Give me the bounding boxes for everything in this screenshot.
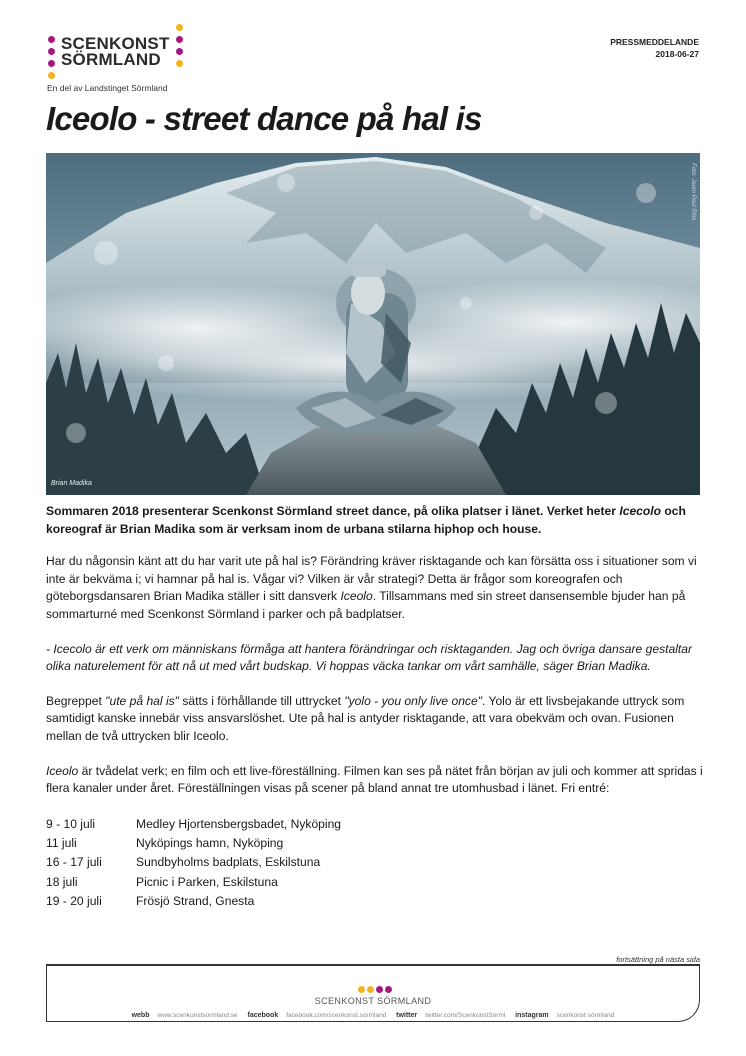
paragraph-2 [46, 693, 704, 746]
doc-date: 2018-06-27 [655, 49, 699, 59]
photo-credit: Foto: Jeam Paul Rios [690, 163, 696, 221]
footer-link-label: facebook [247, 1012, 279, 1019]
p3-text: är tvådelat verk; en film och ett live-föreställning. Filmen kan ses på nätet från början av juli och kommer att spridas i flera kanaler under året. Föreställningen visas på scener på bland annat tre utomhusbad i länet. Fri entré: [46, 763, 703, 796]
page-title: Iceolo - street dance på hal is [46, 100, 482, 137]
footer-link-label: twitter [396, 1012, 418, 1019]
quote-text: är ett verk om människans förmåga att hantera förändringar och risktaganden. Jag och övriga dansare gestaltar olika naturelement för att nå ut med vårt budskap. Vi hoppas väcka tankar om vårt samhälle, säger Brian Madika. [46, 641, 693, 674]
hero-caption: Brian Madika [51, 480, 92, 487]
schedule-date: 18 juli [46, 874, 78, 889]
schedule-place: Picnic i Parken, Eskilstuna [136, 874, 278, 889]
schedule-row [46, 834, 341, 853]
schedule-date: 16 - 17 juli [46, 855, 102, 870]
paragraph-1 [46, 553, 704, 623]
lead-paragraph [46, 503, 704, 538]
continued-note: fortsättning på nästa sida [616, 955, 700, 964]
schedule-row [46, 873, 341, 892]
hero-image [46, 153, 700, 495]
schedule-place: Sundbyholms badplats, Eskilstuna [136, 855, 321, 870]
footer-link-twitter[interactable]: twitter.com/ScenkonstSorml [425, 1012, 506, 1019]
schedule-place: Frösjö Strand, Gnesta [136, 893, 255, 908]
schedule-date: 9 - 10 juli [46, 816, 96, 831]
logo [46, 24, 191, 92]
logo-dot [176, 36, 183, 43]
schedule-date: 11 juli [46, 836, 77, 851]
logo-line1: SCENKONST [61, 34, 170, 53]
schedule-row [46, 892, 341, 911]
p2-phrase: "ute på hal is" [105, 693, 179, 708]
footer-link-label: instagram [515, 1012, 549, 1019]
p1-text: Har du någonsin känt att du har varit ute på hal is? Förändring kräver risktagande och kan försätta oss i situationer som vi inte är bekväma i; vi hamnar på hal is. Vågar vi? Vilken är vår strategi? Detta är frågor som koreografen och göteborgsdansaren Brian Madika ställer i sitt dansverk [46, 554, 697, 604]
logo-dot [48, 36, 55, 43]
footer-links [47, 1012, 699, 1019]
footer-link-label: webb [131, 1012, 150, 1019]
press-header [610, 36, 699, 60]
quote-paragraph [46, 641, 704, 676]
logo-dot [48, 48, 55, 55]
footer-dot [367, 986, 374, 993]
p2-text: sätts i förhållande till uttrycket [178, 693, 345, 708]
logo-dot [176, 60, 183, 67]
schedule-place: Medley Hjortensbergsbadet, Nyköping [136, 816, 342, 831]
p3-work-title: Iceolo [46, 763, 79, 778]
paragraph-3 [46, 763, 704, 798]
logo-dot [176, 24, 183, 31]
footer-dot [385, 986, 392, 993]
footer-dot [358, 986, 365, 993]
p2-text: Begreppet [46, 693, 106, 708]
article-body [46, 503, 704, 911]
lead-text: Sommaren 2018 presenterar Scenkonst Sörmland street dance, på olika platser i länet. Verket heter [46, 504, 620, 518]
quote-dash: - [46, 641, 54, 656]
logo-line2: SÖRMLAND [61, 50, 161, 69]
doc-type: PRESSMEDDELANDE [610, 37, 699, 47]
footer-org-name: SCENKONST SÖRMLAND [314, 996, 432, 1006]
footer-link-web[interactable]: www.scenkonstsormland.se [157, 1012, 238, 1019]
footer-link-instagram[interactable]: scenkonst sörmland [556, 1012, 615, 1019]
schedule-row [46, 853, 341, 872]
logo-tagline: En del av Landstinget Sörmland [47, 83, 168, 93]
schedule-row [46, 815, 341, 834]
schedule-date: 19 - 20 juli [46, 893, 102, 908]
p1-work-title: Iceolo [340, 589, 373, 604]
lead-work-title: Icecolo [619, 504, 662, 518]
logo-dot [176, 48, 183, 55]
logo-dot [48, 72, 55, 79]
logo-dot [48, 60, 55, 67]
p2-text: . Yolo är ett livsbejakande uttryck som samtidigt kanske innebär viss ansvarslöshet. Ute på hal is antyder risktagande, att vara obekväm och ovan. Fusionen mellan de två uttrycken blir Iceolo. [46, 693, 685, 743]
footer-link-facebook[interactable]: facebook.com/scenkonst.sormland [286, 1012, 387, 1019]
footer-dot [376, 986, 383, 993]
hero-illustration [46, 153, 700, 495]
schedule-table [46, 815, 341, 911]
footer [46, 964, 700, 1022]
quote-work-title: Icecolo [53, 641, 92, 656]
schedule-place: Nyköpings hamn, Nyköping [136, 836, 284, 851]
lead-text: och koreograf är Brian Madika som är verksam inom de urbana stilarna hiphop och house. [46, 504, 686, 536]
p1-text: . Tillsammans med sin street dansensemble bjuder han på sommarturné med Scenkonst Sörmland i parker och på badplatser. [46, 589, 686, 621]
p2-phrase: "yolo - you only live once" [344, 693, 482, 708]
